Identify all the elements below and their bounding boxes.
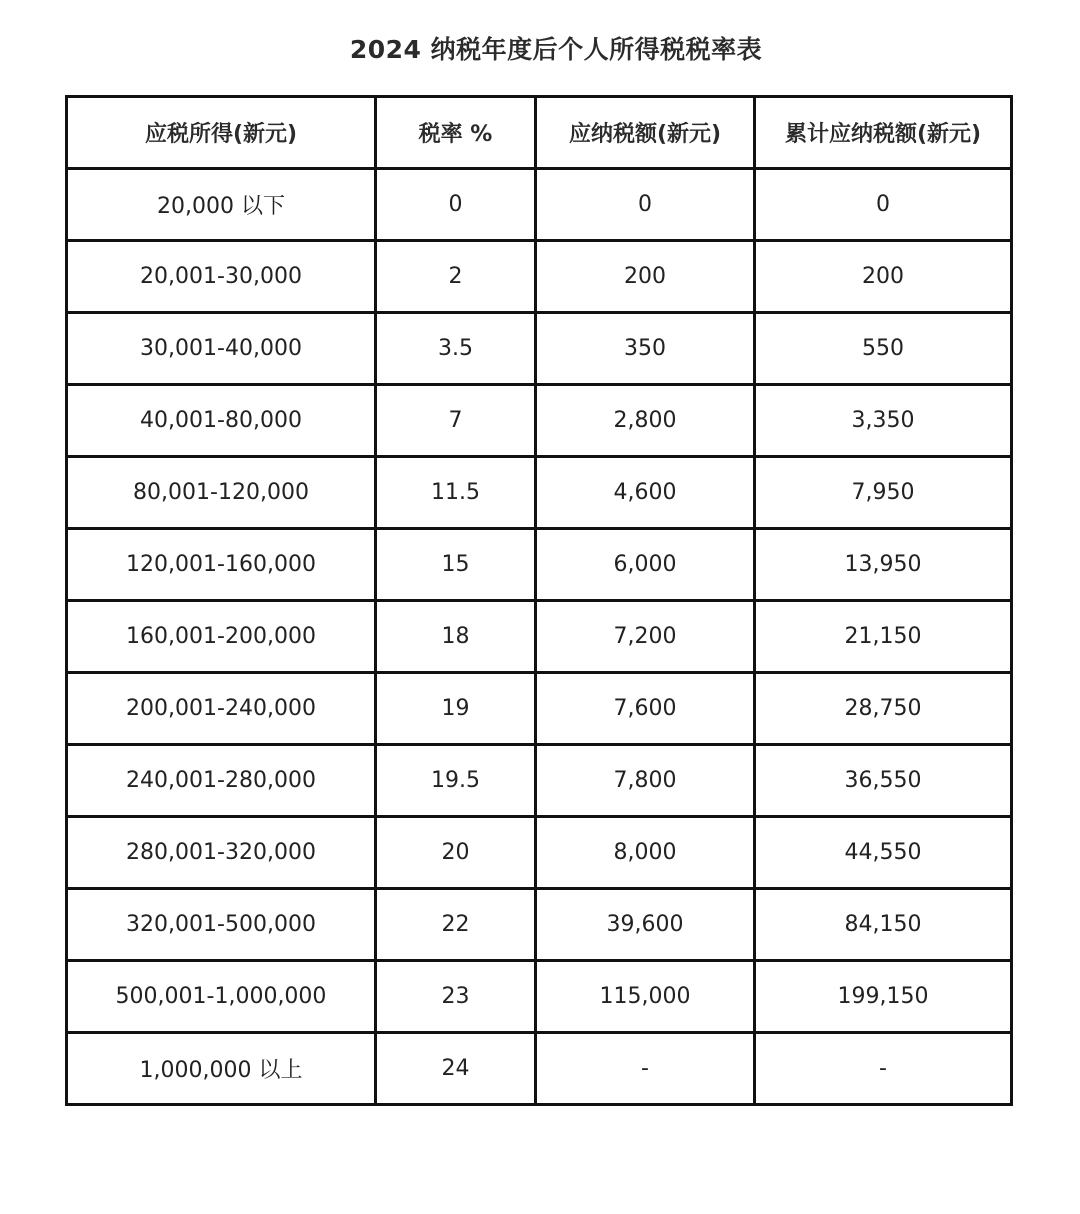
cell-tax-payable: 8,000	[536, 817, 755, 889]
page-title: 2024 纳税年度后个人所得税税率表	[349, 35, 763, 64]
cell-tax-payable: -	[536, 1033, 755, 1105]
table-row	[67, 313, 1012, 385]
cell-cumulative-tax: 550	[755, 313, 1012, 385]
cell-tax-rate: 7	[376, 385, 536, 457]
table-row	[67, 961, 1012, 1033]
cell-cumulative-tax: 84,150	[755, 889, 1012, 961]
table-row	[67, 457, 1012, 529]
cell-cumulative-tax: 21,150	[755, 601, 1012, 673]
cell-tax-payable: 7,800	[536, 745, 755, 817]
cell-income-bracket: 120,001-160,000	[67, 529, 376, 601]
table-row	[67, 385, 1012, 457]
cell-tax-payable: 0	[536, 169, 755, 241]
cell-tax-payable: 7,200	[536, 601, 755, 673]
cell-tax-rate: 24	[376, 1033, 536, 1105]
cell-tax-rate: 0	[376, 169, 536, 241]
cell-tax-payable: 2,800	[536, 385, 755, 457]
table-row	[67, 241, 1012, 313]
cell-tax-payable: 350	[536, 313, 755, 385]
cell-cumulative-tax: 13,950	[755, 529, 1012, 601]
table-row	[67, 817, 1012, 889]
cell-cumulative-tax: 36,550	[755, 745, 1012, 817]
table-header	[67, 97, 1012, 169]
header-row	[67, 97, 1012, 169]
cell-tax-payable: 115,000	[536, 961, 755, 1033]
cell-tax-rate: 18	[376, 601, 536, 673]
cell-cumulative-tax: 0	[755, 169, 1012, 241]
table-row	[67, 529, 1012, 601]
cell-tax-rate: 11.5	[376, 457, 536, 529]
cell-cumulative-tax: 44,550	[755, 817, 1012, 889]
cell-tax-rate: 19	[376, 673, 536, 745]
cell-tax-rate: 2	[376, 241, 536, 313]
cell-income-bracket: 80,001-120,000	[67, 457, 376, 529]
cell-tax-rate: 23	[376, 961, 536, 1033]
cell-tax-rate: 20	[376, 817, 536, 889]
cell-income-bracket: 30,001-40,000	[67, 313, 376, 385]
cell-cumulative-tax: -	[755, 1033, 1012, 1105]
cell-tax-payable: 4,600	[536, 457, 755, 529]
cell-income-bracket: 200,001-240,000	[67, 673, 376, 745]
header-taxable-income: 应税所得(新元)	[67, 97, 376, 169]
cell-tax-payable: 7,600	[536, 673, 755, 745]
cell-income-bracket: 280,001-320,000	[67, 817, 376, 889]
table-row	[67, 673, 1012, 745]
cell-tax-rate: 15	[376, 529, 536, 601]
cell-tax-rate: 22	[376, 889, 536, 961]
tax-rate-table	[65, 95, 1013, 1106]
cell-cumulative-tax: 7,950	[755, 457, 1012, 529]
cell-tax-rate: 19.5	[376, 745, 536, 817]
table-body	[67, 169, 1012, 1105]
table-row	[67, 889, 1012, 961]
cell-income-bracket: 320,001-500,000	[67, 889, 376, 961]
table-row	[67, 169, 1012, 241]
table-row	[67, 1033, 1012, 1105]
cell-tax-payable: 200	[536, 241, 755, 313]
cell-tax-payable: 6,000	[536, 529, 755, 601]
cell-cumulative-tax: 199,150	[755, 961, 1012, 1033]
table-row	[67, 601, 1012, 673]
header-tax-rate: 税率 %	[376, 97, 536, 169]
cell-income-bracket: 500,001-1,000,000	[67, 961, 376, 1033]
cell-income-bracket: 40,001-80,000	[67, 385, 376, 457]
cell-income-bracket: 20,001-30,000	[67, 241, 376, 313]
cell-cumulative-tax: 3,350	[755, 385, 1012, 457]
cell-income-bracket: 1,000,000 以上	[67, 1033, 376, 1105]
cell-tax-rate: 3.5	[376, 313, 536, 385]
cell-cumulative-tax: 28,750	[755, 673, 1012, 745]
cell-income-bracket: 20,000 以下	[67, 169, 376, 241]
cell-income-bracket: 160,001-200,000	[67, 601, 376, 673]
header-cumulative-tax: 累计应纳税额(新元)	[755, 97, 1012, 169]
table-row	[67, 745, 1012, 817]
header-tax-payable: 应纳税额(新元)	[536, 97, 755, 169]
cell-tax-payable: 39,600	[536, 889, 755, 961]
cell-income-bracket: 240,001-280,000	[67, 745, 376, 817]
cell-cumulative-tax: 200	[755, 241, 1012, 313]
